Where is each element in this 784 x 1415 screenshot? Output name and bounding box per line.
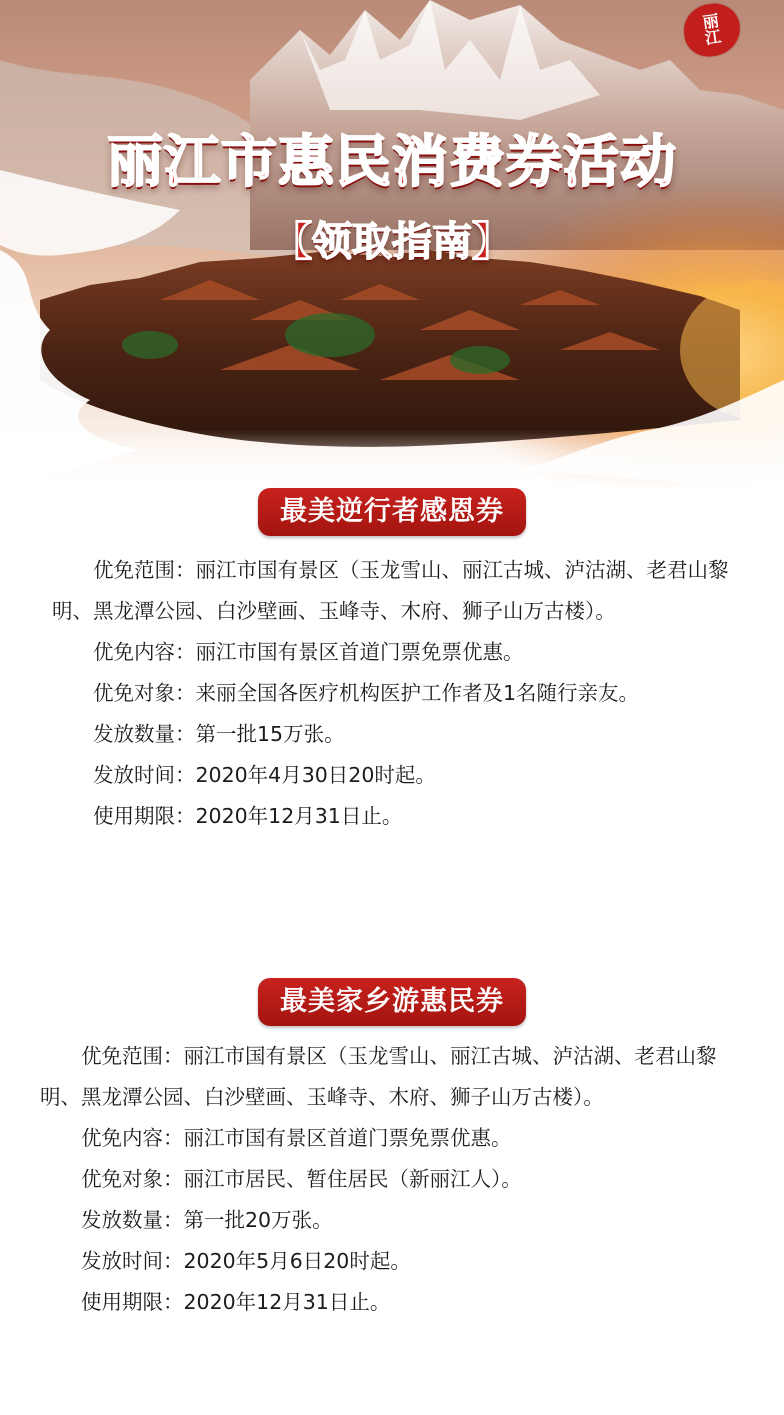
- section-1-body: [52, 550, 732, 837]
- section-1-banner: [0, 488, 784, 536]
- section-2-paragraph-scope: 优免范围：丽江市国有景区（玉龙雪山、丽江古城、泸沽湖、老君山黎明、黑龙潭公园、白沙壁画、玉峰寺、木府、狮子山万古楼）。: [40, 1044, 717, 1109]
- section-1-paragraph-content: 优免内容：丽江市国有景区首道门票免票优惠。: [93, 640, 524, 664]
- page-subtitle: 【领取指南】: [272, 219, 512, 265]
- section-1-paragraph-target: 优免对象：来丽全国各医疗机构医护工作者及1名随行亲友。: [93, 681, 640, 705]
- page-title: 丽江市惠民消费券活动: [107, 130, 677, 195]
- section-2-body: [40, 1036, 730, 1323]
- section-2-paragraph-quantity: 发放数量：第一批20万张。: [81, 1208, 333, 1232]
- section-1-paragraph-expiry: 使用期限：2020年12月31日止。: [93, 804, 403, 828]
- section-1-heading: 最美逆行者感恩券: [258, 488, 526, 536]
- section-1-paragraph-quantity: 发放数量：第一批15万张。: [93, 722, 345, 746]
- section-2-paragraph-issue-time: 发放时间：2020年5月6日20时起。: [81, 1249, 411, 1273]
- section-2-banner: [0, 978, 784, 1026]
- section-2-paragraph-expiry: 使用期限：2020年12月31日止。: [81, 1290, 391, 1314]
- section-2-paragraph-content: 优免内容：丽江市国有景区首道门票免票优惠。: [81, 1126, 512, 1150]
- section-1-paragraph-scope: 优免范围：丽江市国有景区（玉龙雪山、丽江古城、泸沽湖、老君山黎明、黑龙潭公园、白沙壁画、玉峰寺、木府、狮子山万古楼）。: [52, 558, 729, 623]
- hero-banner: [0, 0, 784, 490]
- lijiang-seal-logo: 丽 江: [681, 0, 744, 59]
- section-1-paragraph-issue-time: 发放时间：2020年4月30日20时起。: [93, 763, 436, 787]
- section-2-paragraph-target: 优免对象：丽江市居民、暂住居民（新丽江人）。: [81, 1167, 522, 1191]
- section-2-heading: 最美家乡游惠民券: [258, 978, 526, 1026]
